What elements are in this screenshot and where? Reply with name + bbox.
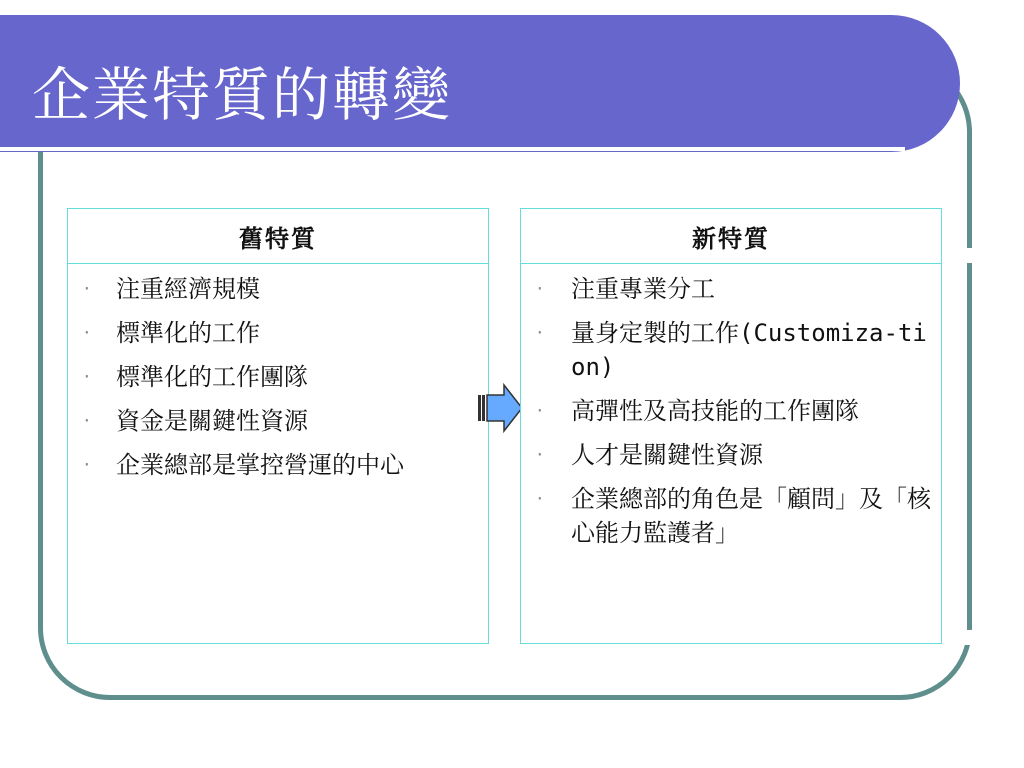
bullet-icon: · [82, 455, 92, 474]
list-item [521, 482, 941, 550]
bullet-icon: · [82, 411, 92, 430]
list-item-text: 注重專業分工 [571, 275, 715, 303]
new-traits-list [521, 264, 941, 550]
bullet-icon: · [82, 367, 92, 386]
title-bar [0, 15, 960, 152]
old-traits-header: 舊特質 [68, 209, 488, 264]
list-item-text: 人才是關鍵性資源 [571, 441, 763, 469]
list-item-text: 注重經濟規模 [116, 275, 260, 303]
slide-title: 企業特質的轉變 [32, 61, 453, 129]
list-item [521, 316, 941, 384]
title-underline [0, 147, 905, 151]
old-traits-list [68, 264, 488, 482]
list-item-text: 高彈性及高技能的工作團隊 [571, 397, 859, 425]
list-item [68, 272, 488, 306]
frame-gap [955, 630, 980, 645]
list-item [68, 404, 488, 438]
list-item [521, 438, 941, 472]
right-arrow-icon [478, 383, 524, 433]
list-item-text: 資金是關鍵性資源 [116, 407, 308, 435]
bullet-icon: · [82, 279, 92, 298]
bullet-icon: · [535, 323, 545, 342]
list-item-text: 標準化的工作 [116, 319, 260, 347]
new-traits-header: 新特質 [521, 209, 941, 264]
list-item-text: 標準化的工作團隊 [116, 363, 308, 391]
frame-gap [960, 248, 980, 263]
list-item [68, 316, 488, 350]
list-item-text: 量身定製的工作(Customiza-tion) [571, 319, 927, 381]
bullet-icon: · [535, 489, 545, 508]
list-item [521, 394, 941, 428]
list-item [68, 360, 488, 394]
bullet-icon: · [535, 445, 545, 464]
bullet-icon: · [535, 279, 545, 298]
list-item [68, 448, 488, 482]
list-item [521, 272, 941, 306]
new-traits-panel [520, 208, 942, 644]
old-traits-panel [67, 208, 489, 644]
list-item-text: 企業總部是掌控營運的中心 [116, 451, 404, 479]
bullet-icon: · [82, 323, 92, 342]
list-item-text: 企業總部的角色是「顧問」及「核心能力監護者」 [571, 485, 931, 547]
bullet-icon: · [535, 401, 545, 420]
